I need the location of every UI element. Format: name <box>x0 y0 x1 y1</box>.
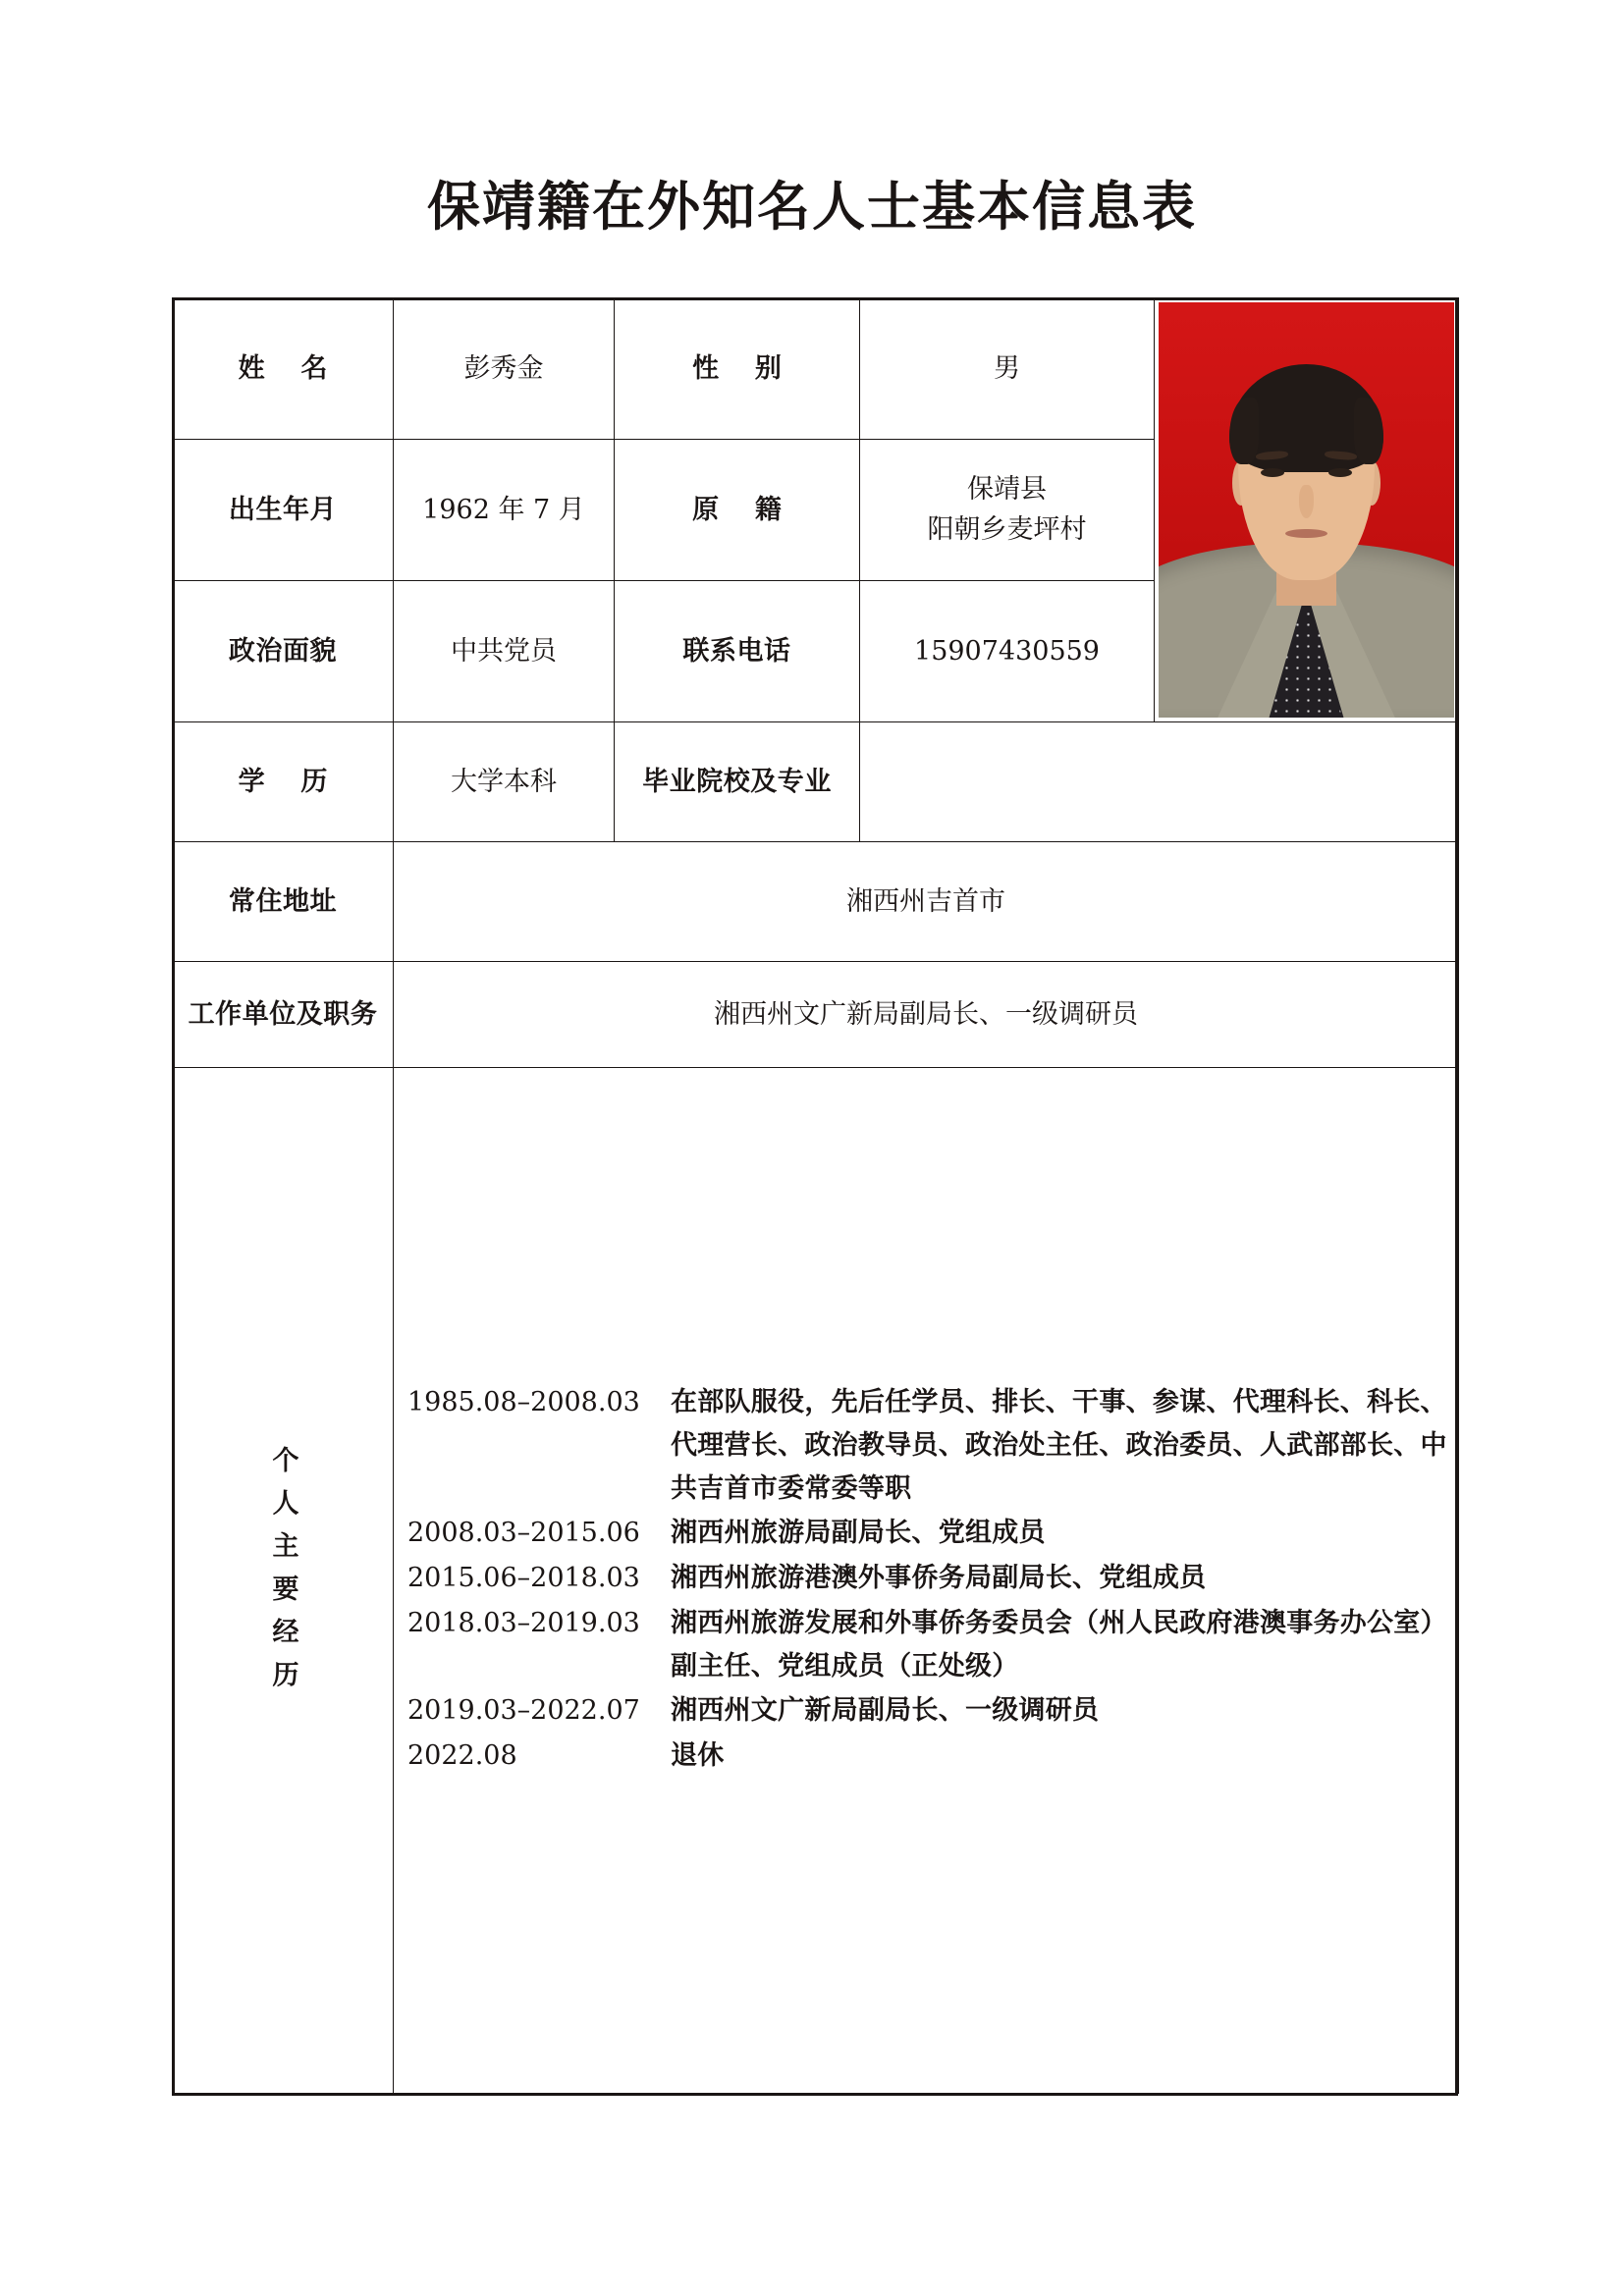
name-label: 姓 名 <box>173 298 394 440</box>
page-title: 保靖籍在外知名人士基本信息表 <box>427 175 1197 238</box>
experience-description: 湘西州旅游港澳外事侨务局副局长、党组成员 <box>671 1563 1207 1594</box>
address-label: 常住地址 <box>173 842 394 962</box>
table-row <box>173 298 1459 440</box>
photo-cell <box>1155 298 1459 722</box>
origin-value-line1: 保靖县 <box>967 474 1047 505</box>
experience-item <box>407 1602 1458 1687</box>
address-value: 湘西州吉首市 <box>394 842 1459 962</box>
photo-mouth <box>1285 529 1326 538</box>
photo-hair-side-left <box>1229 398 1259 464</box>
school-major-value <box>860 722 1459 842</box>
phone-value: 15907430559 <box>860 581 1155 722</box>
political-status-label: 政治面貌 <box>173 581 394 722</box>
experience-item <box>407 1512 1458 1555</box>
political-status-value: 中共党员 <box>394 581 615 722</box>
education-label: 学 历 <box>173 722 394 842</box>
birth-value: 1962 年 7 月 <box>394 440 615 581</box>
work-unit-label: 工作单位及职务 <box>173 962 394 1068</box>
person-info-table <box>172 297 1459 2094</box>
experience-date: 2008.03–2015.06 <box>407 1518 640 1549</box>
experience-label: 个人主要经历 <box>267 1446 298 1704</box>
table-row <box>173 1068 1459 2094</box>
name-value: 彭秀金 <box>394 298 615 440</box>
experience-date: 2015.06–2018.03 <box>407 1563 640 1594</box>
gender-value: 男 <box>860 298 1155 440</box>
origin-value-line2: 阳朝乡麦坪村 <box>927 513 1087 545</box>
gender-label: 性 别 <box>615 298 860 440</box>
experience-description: 湘西州旅游发展和外事侨务委员会（州人民政府港澳事务办公室）副主任、党组成员（正处级） <box>671 1607 1447 1682</box>
experience-date: 2022.08 <box>407 1740 517 1772</box>
origin-label: 原 籍 <box>615 440 860 581</box>
experience-date: 2018.03–2019.03 <box>407 1607 640 1638</box>
experience-item <box>407 1689 1458 1733</box>
table-row <box>173 722 1459 842</box>
phone-label: 联系电话 <box>615 581 860 722</box>
experience-description: 退休 <box>671 1740 725 1772</box>
experience-item <box>407 1735 1458 1778</box>
experience-list <box>394 1381 1458 1778</box>
experience-date: 2019.03–2022.07 <box>407 1695 640 1727</box>
experience-description: 湘西州文广新局副局长、一级调研员 <box>671 1695 1100 1727</box>
experience-description: 在部队服役，先后任学员、排长、干事、参谋、代理科长、科长、代理营长、政治教导员、政治处主任、政治委员、人武部部长、中共吉首市委常委等职 <box>671 1387 1447 1504</box>
experience-date: 1985.08–2008.03 <box>407 1387 640 1418</box>
photo-nose <box>1299 485 1314 518</box>
work-unit-value: 湘西州文广新局副局长、一级调研员 <box>394 962 1459 1068</box>
experience-item <box>407 1557 1458 1600</box>
table-row <box>173 842 1459 962</box>
table-row <box>173 962 1459 1068</box>
experience-description: 湘西州旅游局副局长、党组成员 <box>671 1518 1046 1549</box>
experience-cell <box>394 1068 1459 2094</box>
origin-value <box>860 440 1155 581</box>
birth-label: 出生年月 <box>173 440 394 581</box>
school-major-label: 毕业院校及专业 <box>615 722 860 842</box>
experience-label-cell <box>173 1068 394 2094</box>
education-value: 大学本科 <box>394 722 615 842</box>
experience-item <box>407 1381 1458 1510</box>
avatar <box>1159 302 1454 718</box>
